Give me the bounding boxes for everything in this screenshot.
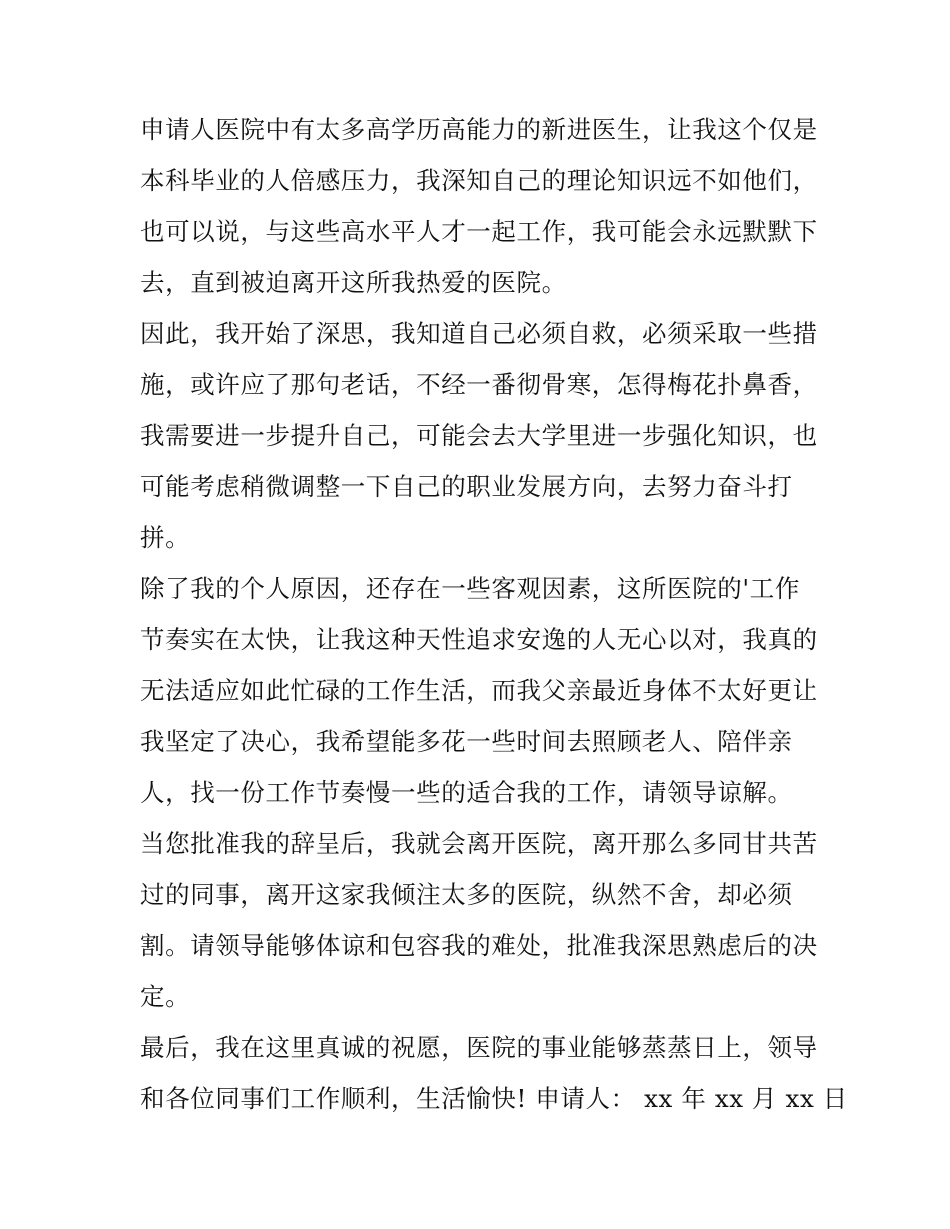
text-line: 除了我的个人原因，还存在一些客观因素，这所医院的'工作 — [140, 574, 800, 603]
text-line: 我需要进一步提升自己，可能会去大学里进一步强化知识，也 — [140, 421, 818, 450]
text-line: 和各位同事们工作顺利，生活愉快! 申请人： xx 年 xx 月 xx 日 — [140, 1084, 848, 1113]
text-line: 过的同事，离开这家我倾注太多的医院，纵然不舍，却必须 — [140, 880, 793, 909]
text-line: 无法适应如此忙碌的工作生活，而我父亲最近身体不太好更让 — [140, 676, 818, 705]
text-line: 也可以说，与这些高水平人才一起工作，我可能会永远默默下 — [140, 217, 818, 246]
text-line: 定。 — [140, 982, 191, 1011]
text-line: 节奏实在太快，让我这种天性追求安逸的人无心以对，我真的 — [140, 625, 818, 654]
text-line: 去，直到被迫离开这所我热爱的医院。 — [140, 268, 567, 297]
text-line: 因此，我开始了深思，我知道自己必须自救，必须采取一些措 — [140, 319, 818, 348]
text-line: 最后，我在这里真诚的祝愿，医院的事业能够蒸蒸日上，领导 — [140, 1033, 818, 1062]
text-line: 拼。 — [140, 523, 191, 552]
paragraph-2 — [140, 308, 818, 563]
text-line: 本科毕业的人倍感压力，我深知自己的理论知识远不如他们， — [140, 166, 818, 195]
text-line: 当您批准我的辞呈后，我就会离开医院，离开那么多同甘共苦 — [140, 829, 818, 858]
paragraph-3 — [140, 563, 818, 818]
paragraph-5 — [140, 1022, 848, 1124]
text-line: 割。请领导能够体谅和包容我的难处，批准我深思熟虑后的决 — [140, 931, 818, 960]
text-line: 我坚定了决心，我希望能多花一些时间去照顾老人、陪伴亲 — [140, 727, 793, 756]
paragraph-1 — [140, 104, 818, 308]
text-line: 可能考虑稍微调整一下自己的职业发展方向，去努力奋斗打 — [140, 472, 793, 501]
text-line: 申请人医院中有太多高学历高能力的新进医生，让我这个仅是 — [140, 115, 818, 144]
paragraph-4 — [140, 818, 818, 1022]
text-line: 施，或许应了那句老话，不经一番彻骨寒，怎得梅花扑鼻香， — [140, 370, 818, 399]
letter-body — [140, 104, 848, 1124]
text-line: 人，找一份工作节奏慢一些的适合我的工作，请领导谅解。 — [140, 778, 793, 807]
